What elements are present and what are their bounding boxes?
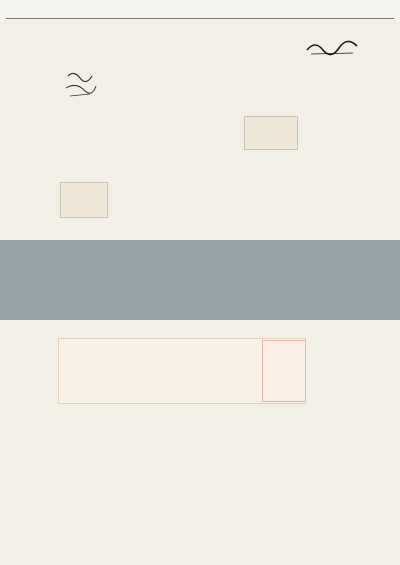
calligraphy-graphic xyxy=(62,68,100,102)
right-calligraphy-banner xyxy=(303,38,361,58)
title-overlay-band xyxy=(0,240,400,320)
middle-pull-quote xyxy=(244,116,298,150)
masthead xyxy=(0,0,400,20)
infographic-side-panel xyxy=(262,340,306,402)
calligraphy-graphic xyxy=(303,38,361,58)
masthead-rule xyxy=(6,18,394,19)
left-pull-quote xyxy=(60,182,108,218)
left-calligraphy-stamp xyxy=(62,68,100,102)
